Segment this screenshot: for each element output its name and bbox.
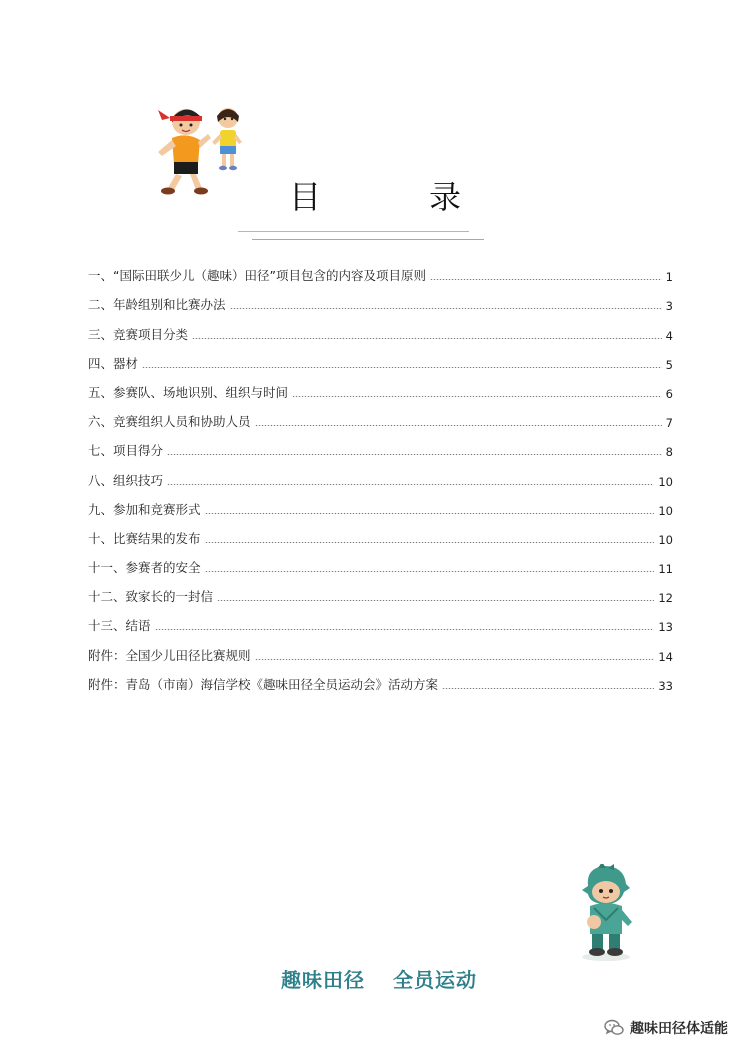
- toc-entry-page: 7: [665, 416, 673, 431]
- toc-entry-label: 十、比赛结果的发布: [88, 530, 201, 546]
- toc-entry[interactable]: [88, 255, 673, 284]
- toc-entry-page: 6: [665, 386, 673, 401]
- toc-entry[interactable]: [88, 634, 673, 663]
- toc-entry-page: 4: [665, 328, 673, 343]
- toc-entry-page: 10: [658, 503, 673, 518]
- toc-entry-label: 十三、结语: [88, 618, 151, 634]
- toc-entry[interactable]: [88, 605, 673, 634]
- toc-entry[interactable]: [88, 343, 673, 372]
- toc-entry[interactable]: [88, 664, 673, 693]
- toc-entry-label: 九、参加和竞赛形式: [88, 501, 201, 517]
- page-title: 目 录: [288, 178, 499, 216]
- title-divider-gold: [238, 231, 469, 232]
- toc-leader-dots: [430, 279, 662, 280]
- toc-leader-dots: [205, 542, 655, 543]
- toc-entry[interactable]: [88, 459, 673, 488]
- toc-entry-page: 10: [658, 474, 673, 489]
- wechat-watermark: [604, 1018, 728, 1038]
- toc-entry[interactable]: [88, 284, 673, 313]
- toc-entry-page: 3: [665, 299, 673, 314]
- toc-entry-page: 11: [658, 562, 673, 577]
- toc-leader-dots: [155, 629, 655, 630]
- toc-entry-label: 四、器材: [88, 355, 139, 371]
- toc-leader-dots: [167, 484, 654, 485]
- footer-slogan: [0, 964, 750, 993]
- toc-entry-label: 附件：全国少儿田径比赛规则: [88, 647, 251, 663]
- toc-leader-dots: [142, 367, 662, 368]
- mascot-icon: [574, 864, 638, 962]
- toc-entry-page: 8: [665, 445, 673, 460]
- wechat-icon: [604, 1019, 624, 1037]
- toc-leader-dots: [205, 571, 655, 572]
- toc-entry-label: 一、“国际田联少儿（趣味）田径”项目包含的内容及项目原则: [88, 268, 426, 284]
- slogan-left: 趣味田径: [281, 968, 365, 992]
- toc-leader-dots: [255, 659, 655, 660]
- toc-leader-dots: [192, 338, 662, 339]
- toc-entry[interactable]: [88, 576, 673, 605]
- toc-entry-label: 二、年龄组别和比赛办法: [88, 297, 226, 313]
- toc-entry[interactable]: [88, 547, 673, 576]
- toc-leader-dots: [230, 308, 662, 309]
- toc-entry-page: 13: [658, 620, 673, 635]
- toc-entry-page: 5: [665, 357, 673, 372]
- toc-entry-label: 七、项目得分: [88, 443, 164, 459]
- toc-entry[interactable]: [88, 518, 673, 547]
- table-of-contents: [88, 255, 673, 693]
- toc-entry-label: 六、竞赛组织人员和协助人员: [88, 414, 251, 430]
- toc-entry-page: 1: [665, 270, 673, 285]
- toc-leader-dots: [217, 600, 654, 601]
- slogan-right: 全员运动: [393, 968, 477, 992]
- toc-entry-page: 10: [658, 532, 673, 547]
- toc-leader-dots: [167, 454, 662, 455]
- toc-entry-page: 12: [658, 591, 673, 606]
- toc-entry-label: 八、组织技巧: [88, 472, 164, 488]
- toc-leader-dots: [442, 688, 654, 689]
- toc-entry[interactable]: [88, 372, 673, 401]
- toc-leader-dots: [255, 425, 662, 426]
- toc-entry[interactable]: [88, 430, 673, 459]
- toc-entry-label: 十二、致家长的一封信: [88, 589, 214, 605]
- toc-leader-dots: [205, 513, 655, 514]
- toc-entry[interactable]: [88, 489, 673, 518]
- toc-entry-label: 附件：青岛（市南）海信学校《趣味田径全员运动会》活动方案: [88, 676, 439, 692]
- toc-entry[interactable]: [88, 313, 673, 342]
- toc-entry-label: 十一、参赛者的安全: [88, 560, 201, 576]
- toc-entry-page: 14: [658, 649, 673, 664]
- title-divider-blue: [252, 239, 484, 240]
- toc-entry-label: 三、竞赛项目分类: [88, 326, 189, 342]
- toc-entry-page: 33: [658, 678, 673, 693]
- toc-entry-label: 五、参赛队、场地识别、组织与时间: [88, 384, 289, 400]
- toc-entry[interactable]: [88, 401, 673, 430]
- watermark-text: 趣味田径体适能: [630, 1021, 728, 1037]
- toc-leader-dots: [292, 396, 662, 397]
